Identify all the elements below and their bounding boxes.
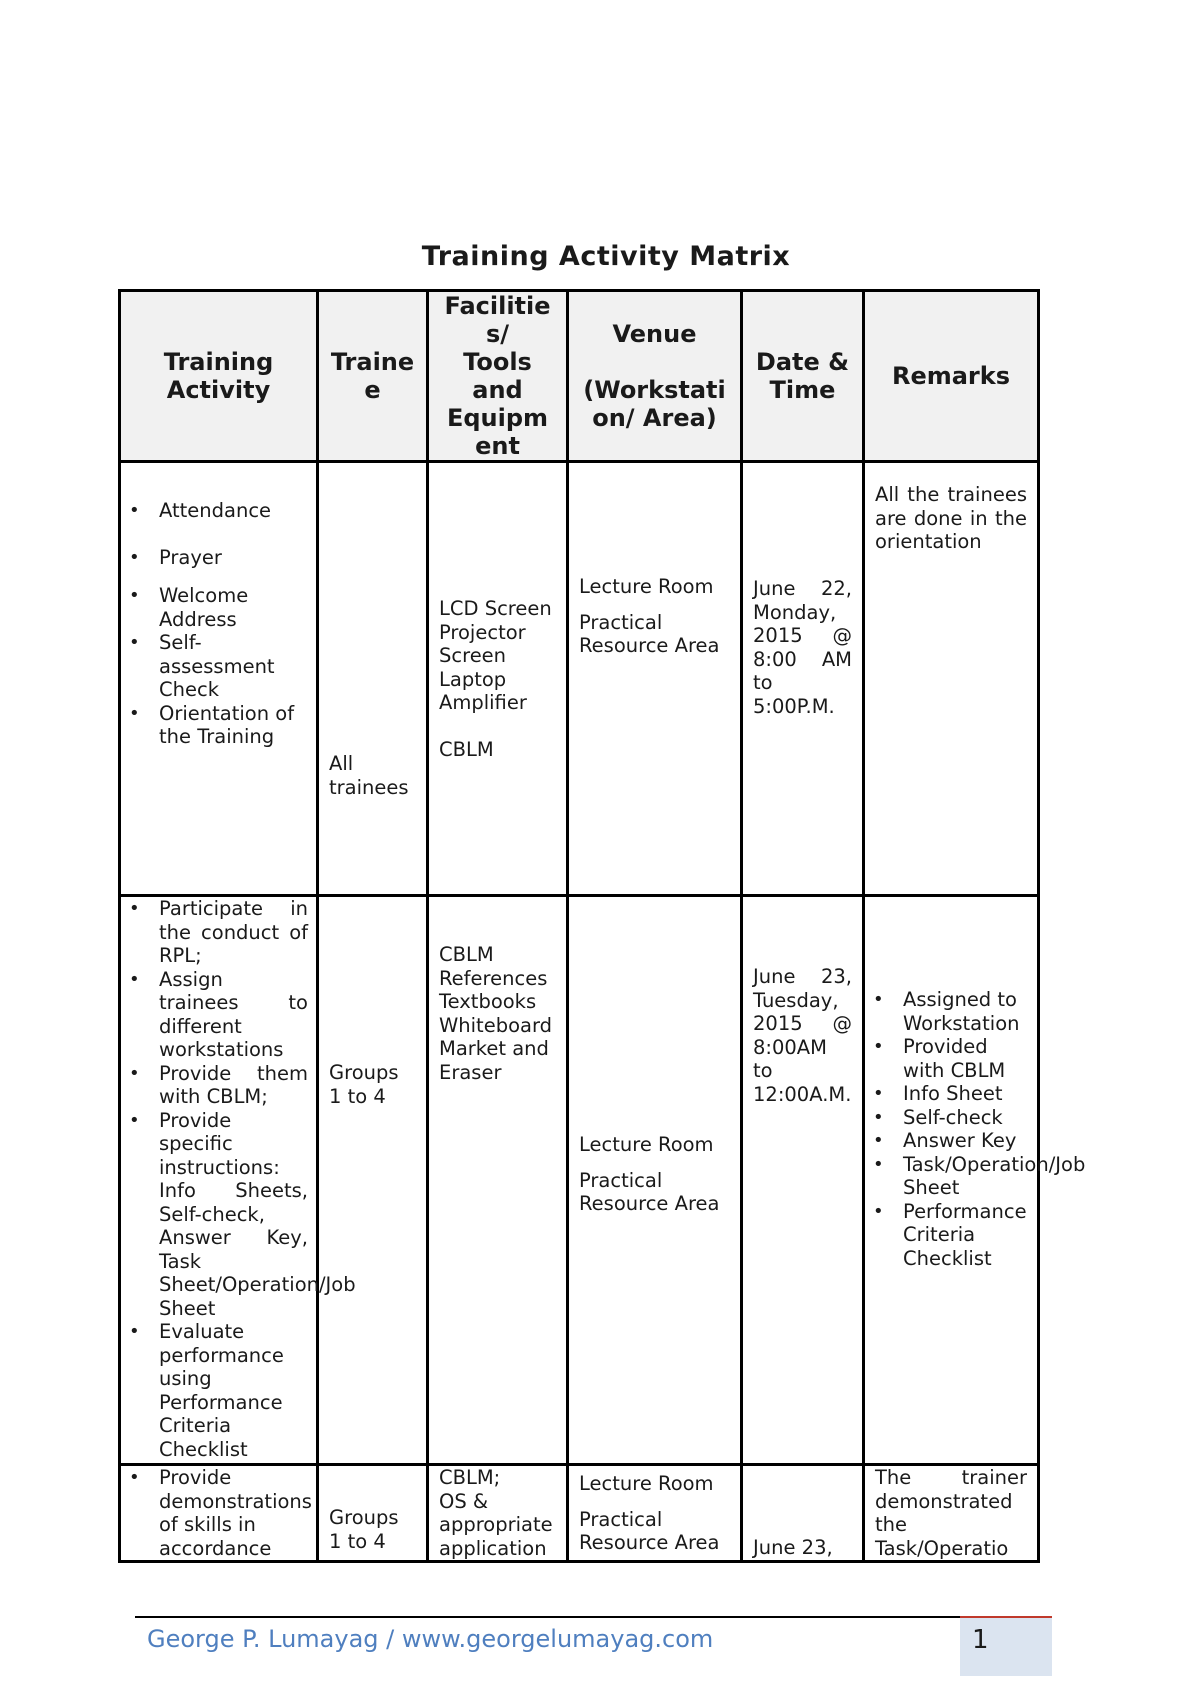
activity-cell [120, 462, 318, 896]
activity-cell [120, 1465, 318, 1562]
list-item: • Orientation of the Training [121, 702, 316, 749]
list-item: • Task/Operation/Job Sheet [865, 1153, 1029, 1200]
venue-cell: Lecture Room Practical Resource Area [568, 462, 742, 896]
list-item: • Attendance [121, 499, 316, 523]
date-time-cell: June 22, Monday, 2015 @ 8:00 AM to 5:00P.M. [742, 462, 864, 896]
list-item: • Provide them with CBLM; [121, 1062, 308, 1109]
remarks-cell: The trainer demonstrated the Task/Operatio [864, 1465, 1039, 1562]
trainee-cell: All trainees [318, 462, 428, 896]
list-item: • Answer Key [865, 1129, 1029, 1153]
list-item: • Self-check [865, 1106, 1029, 1130]
header-venue: Venue (Workstati on/ Area) [568, 291, 742, 462]
footer-divider [135, 1616, 960, 1618]
header-date-time: Date & Time [742, 291, 864, 462]
date-time-cell: June 23, [742, 1465, 864, 1562]
header-trainee: Traine e [318, 291, 428, 462]
header-training-activity: Training Activity [120, 291, 318, 462]
header-facilities: Facilitie s/ Tools and Equipm ent [428, 291, 568, 462]
list-item: • Evaluate performance using Performance Criteria Checklist [121, 1320, 308, 1461]
list-item: • Welcome Address [121, 584, 316, 631]
list-item: • Participate in the conduct of RPL; [121, 897, 308, 968]
remarks-cell: All the trainees are done in the orientation [864, 462, 1039, 896]
remarks-cell [864, 896, 1086, 1465]
list-item: • Assign trainees to different workstations [121, 968, 308, 1062]
page-number: 1 [972, 1625, 989, 1655]
table-row [120, 1465, 1039, 1562]
venue-cell: Lecture Room Practical Resource Area [568, 1465, 742, 1562]
footer-author: George P. Lumayag / www.georgelumayag.com [147, 1625, 714, 1653]
trainee-cell: Groups 1 to 4 [318, 896, 428, 1465]
date-time-cell: June 23, Tuesday, 2015 @ 8:00AM to 12:00A.M. [742, 896, 864, 1465]
activity-cell [120, 896, 356, 1465]
list-item: • Provided with CBLM [865, 1035, 1029, 1082]
list-item: • Prayer [121, 546, 316, 570]
list-item: • Info Sheet [865, 1082, 1029, 1106]
facilities-cell: CBLM; OS & appropriate application [428, 1465, 568, 1562]
header-remarks: Remarks [864, 291, 1039, 462]
list-item: • Performance Criteria Checklist [865, 1200, 1029, 1271]
training-activity-table [118, 289, 1086, 1563]
document-title: Training Activity Matrix [421, 241, 791, 272]
header-row [120, 291, 1039, 462]
list-item: • Provide specific instructions: Info Sheets, Self-check, Answer Key, Task Sheet/Operation/Job Sheet [121, 1109, 308, 1321]
facilities-cell: CBLM References Textbooks Whiteboard Market and Eraser [428, 896, 568, 1465]
facilities-cell: LCD Screen Projector Screen Laptop Amplifier CBLM [428, 462, 568, 896]
table-row [120, 896, 1039, 1465]
table-row [120, 462, 1039, 896]
trainee-cell: Groups 1 to 4 [318, 1465, 428, 1562]
list-item: • Self-assessment Check [121, 631, 316, 702]
list-item: • Provide demonstrations of skills in accordance [121, 1466, 308, 1560]
venue-cell: Lecture Room Practical Resource Area [568, 896, 742, 1465]
list-item: • Assigned to Workstation [865, 988, 1029, 1035]
